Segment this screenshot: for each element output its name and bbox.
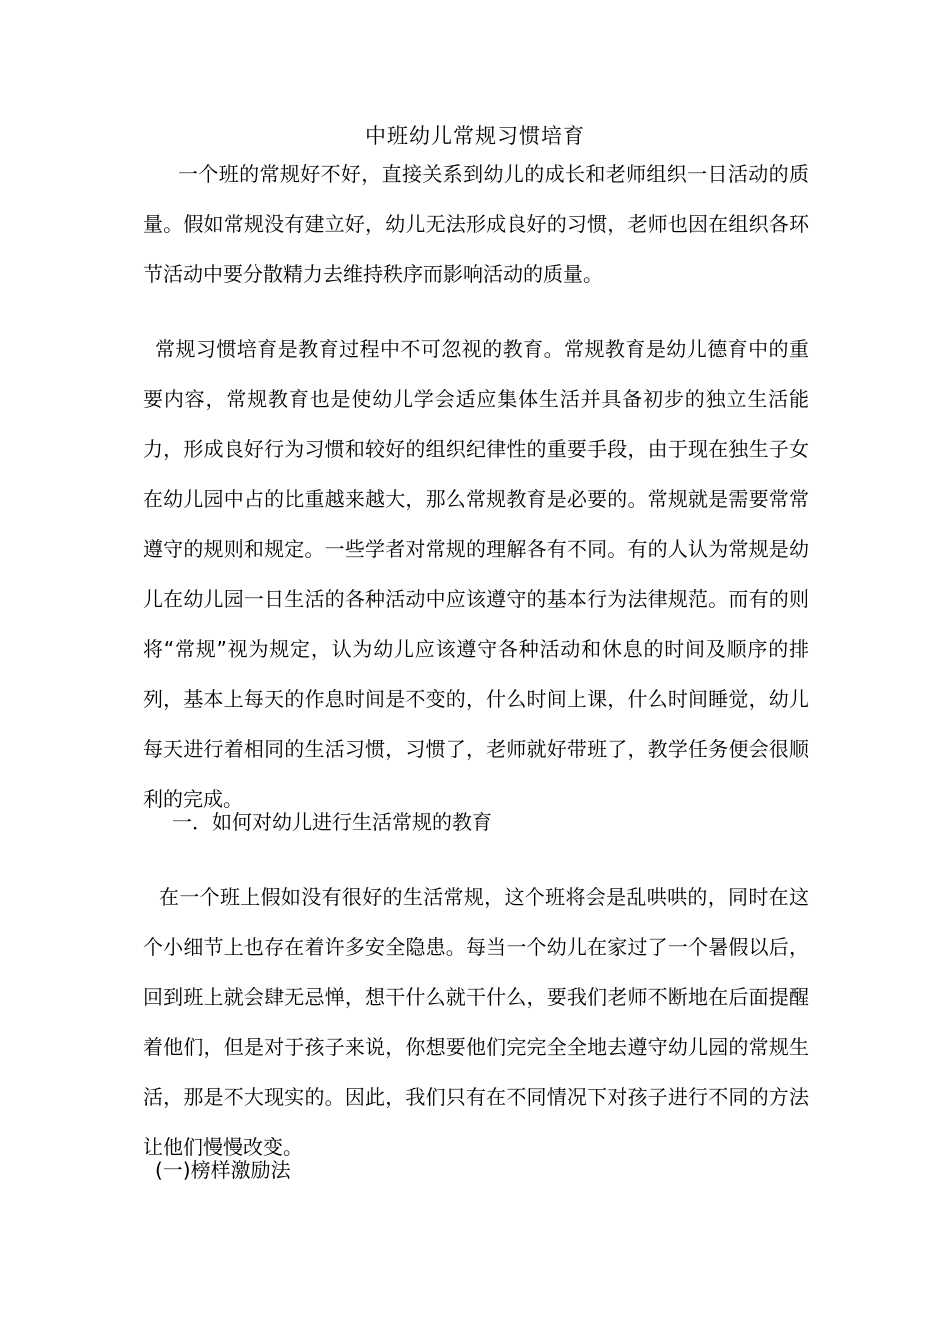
document-title: 中班幼儿常规习惯培育	[365, 124, 585, 148]
paragraph-intro: 一个班的常规好不好，直接关系到幼儿的成长和老师组织一日活动的质量。假如常规没有建立好，幼儿无法形成良好的习惯，老师也因在组织各环节活动中要分散精力去维持秩序而影响活动的质量。	[143, 162, 809, 286]
paragraph-life-routine: 在一个班上假如没有很好的生活常规，这个班将会是乱哄哄的，同时在这个小细节上也存在着许多安全隐患。每当一个幼儿在家过了一个暑假以后，回到班上就会肆无忌惮，想干什么就干什么，要我们老师不断地在后面提醒着他们，但是对于孩子来说，你想要他们完完全全地去遵守幼儿园的常规生活，那是不大现实的。因此，我们只有在不同情况下对孩子进行不同的方法让他们慢慢改变。	[143, 885, 809, 1159]
paragraph-routine-education: 常规习惯培育是教育过程中不可忽视的教育。常规教育是幼儿德育中的重要内容，常规教育也是使幼儿学会适应集体生活并具备初步的独立生活能力，形成良好行为习惯和较好的组织纪律性的重要手段，由于现在独生子女在幼儿园中占的比重越来越大，那么常规教育是必要的。常规就是需要常常遵守的规则和规定。一些学者对常规的理解各有不同。有的人认为常规是幼儿在幼儿园一日生活的各种活动中应该遵守的基本行为法律规范。而有的则将“常规”视为规定，认为幼儿应该遵守各种活动和休息的时间及顺序的排列，基本上每天的作息时间是不变的，什么时间上课，什么时间睡觉，幼儿每天进行着相同的生活习惯，习惯了，老师就好带班了，教学任务便会很顺利的完成。	[143, 337, 809, 811]
subsection-heading: (一)榜样激励法	[155, 1158, 291, 1182]
section-heading: 一．如何对幼儿进行生活常规的教育	[172, 810, 492, 834]
